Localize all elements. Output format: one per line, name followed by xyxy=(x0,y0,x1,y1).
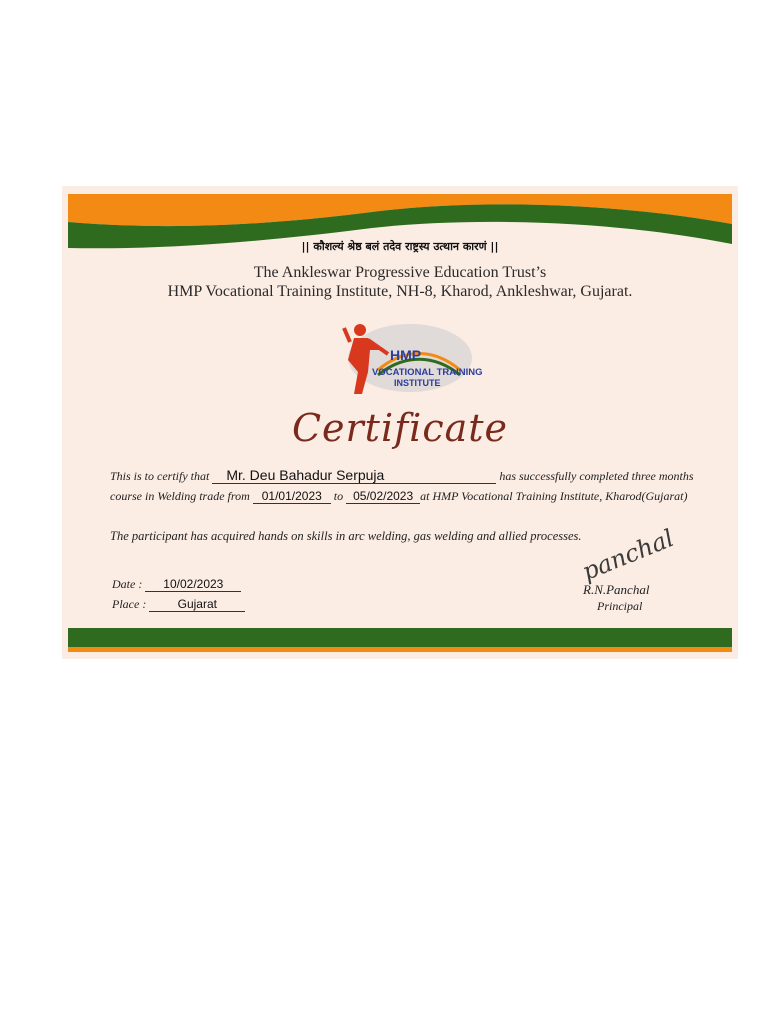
date-label: Date : xyxy=(112,577,143,591)
bottom-saffron-band xyxy=(68,647,732,652)
certify-line xyxy=(110,468,694,484)
signatory-title: Principal xyxy=(597,599,643,613)
certificate-title: Certificate xyxy=(291,406,509,450)
sanskrit-motto: || कौशल्यं श्रेष्ठ बलं तदेव राष्ट्रस्य उत्थान कारणं || xyxy=(301,240,499,253)
bottom-green-band xyxy=(68,628,732,647)
course-line xyxy=(110,489,687,504)
place-value: Gujarat xyxy=(149,598,245,612)
course-prefix: course in Welding trade from xyxy=(110,489,250,503)
trust-name: The Ankleswar Progressive Education Trust’s xyxy=(253,264,547,281)
date-value: 10/02/2023 xyxy=(145,578,241,592)
logo-line3: INSTITUTE xyxy=(394,378,441,388)
place-row xyxy=(112,597,245,612)
participant-name: Mr. Deu Bahadur Serpuja xyxy=(212,468,496,484)
logo-line2: VOCATIONAL TRAINING xyxy=(372,367,483,378)
institute-name: HMP Vocational Training Institute, NH-8, Kharod, Ankleshwar, Gujarat. xyxy=(167,283,633,300)
place-label: Place : xyxy=(112,597,147,611)
to-word: to xyxy=(333,489,344,503)
hmp-logo xyxy=(324,320,484,402)
from-date: 01/01/2023 xyxy=(253,490,331,504)
date-row xyxy=(112,577,241,592)
logo-line1: HMP xyxy=(390,347,422,363)
signatory-name: R.N.Panchal xyxy=(583,582,650,597)
completion-text: has successfully completed three months xyxy=(499,469,694,483)
certificate xyxy=(62,186,738,659)
institute-suffix: at HMP Vocational Training Institute, Kharod(Gujarat) xyxy=(420,489,688,503)
certify-prefix: This is to certify that xyxy=(110,469,210,483)
skills-sentence: The participant has acquired hands on skills in arc welding, gas welding and allied processes. xyxy=(110,529,582,543)
signature: panchal xyxy=(578,524,678,586)
to-date: 05/02/2023 xyxy=(346,490,420,504)
